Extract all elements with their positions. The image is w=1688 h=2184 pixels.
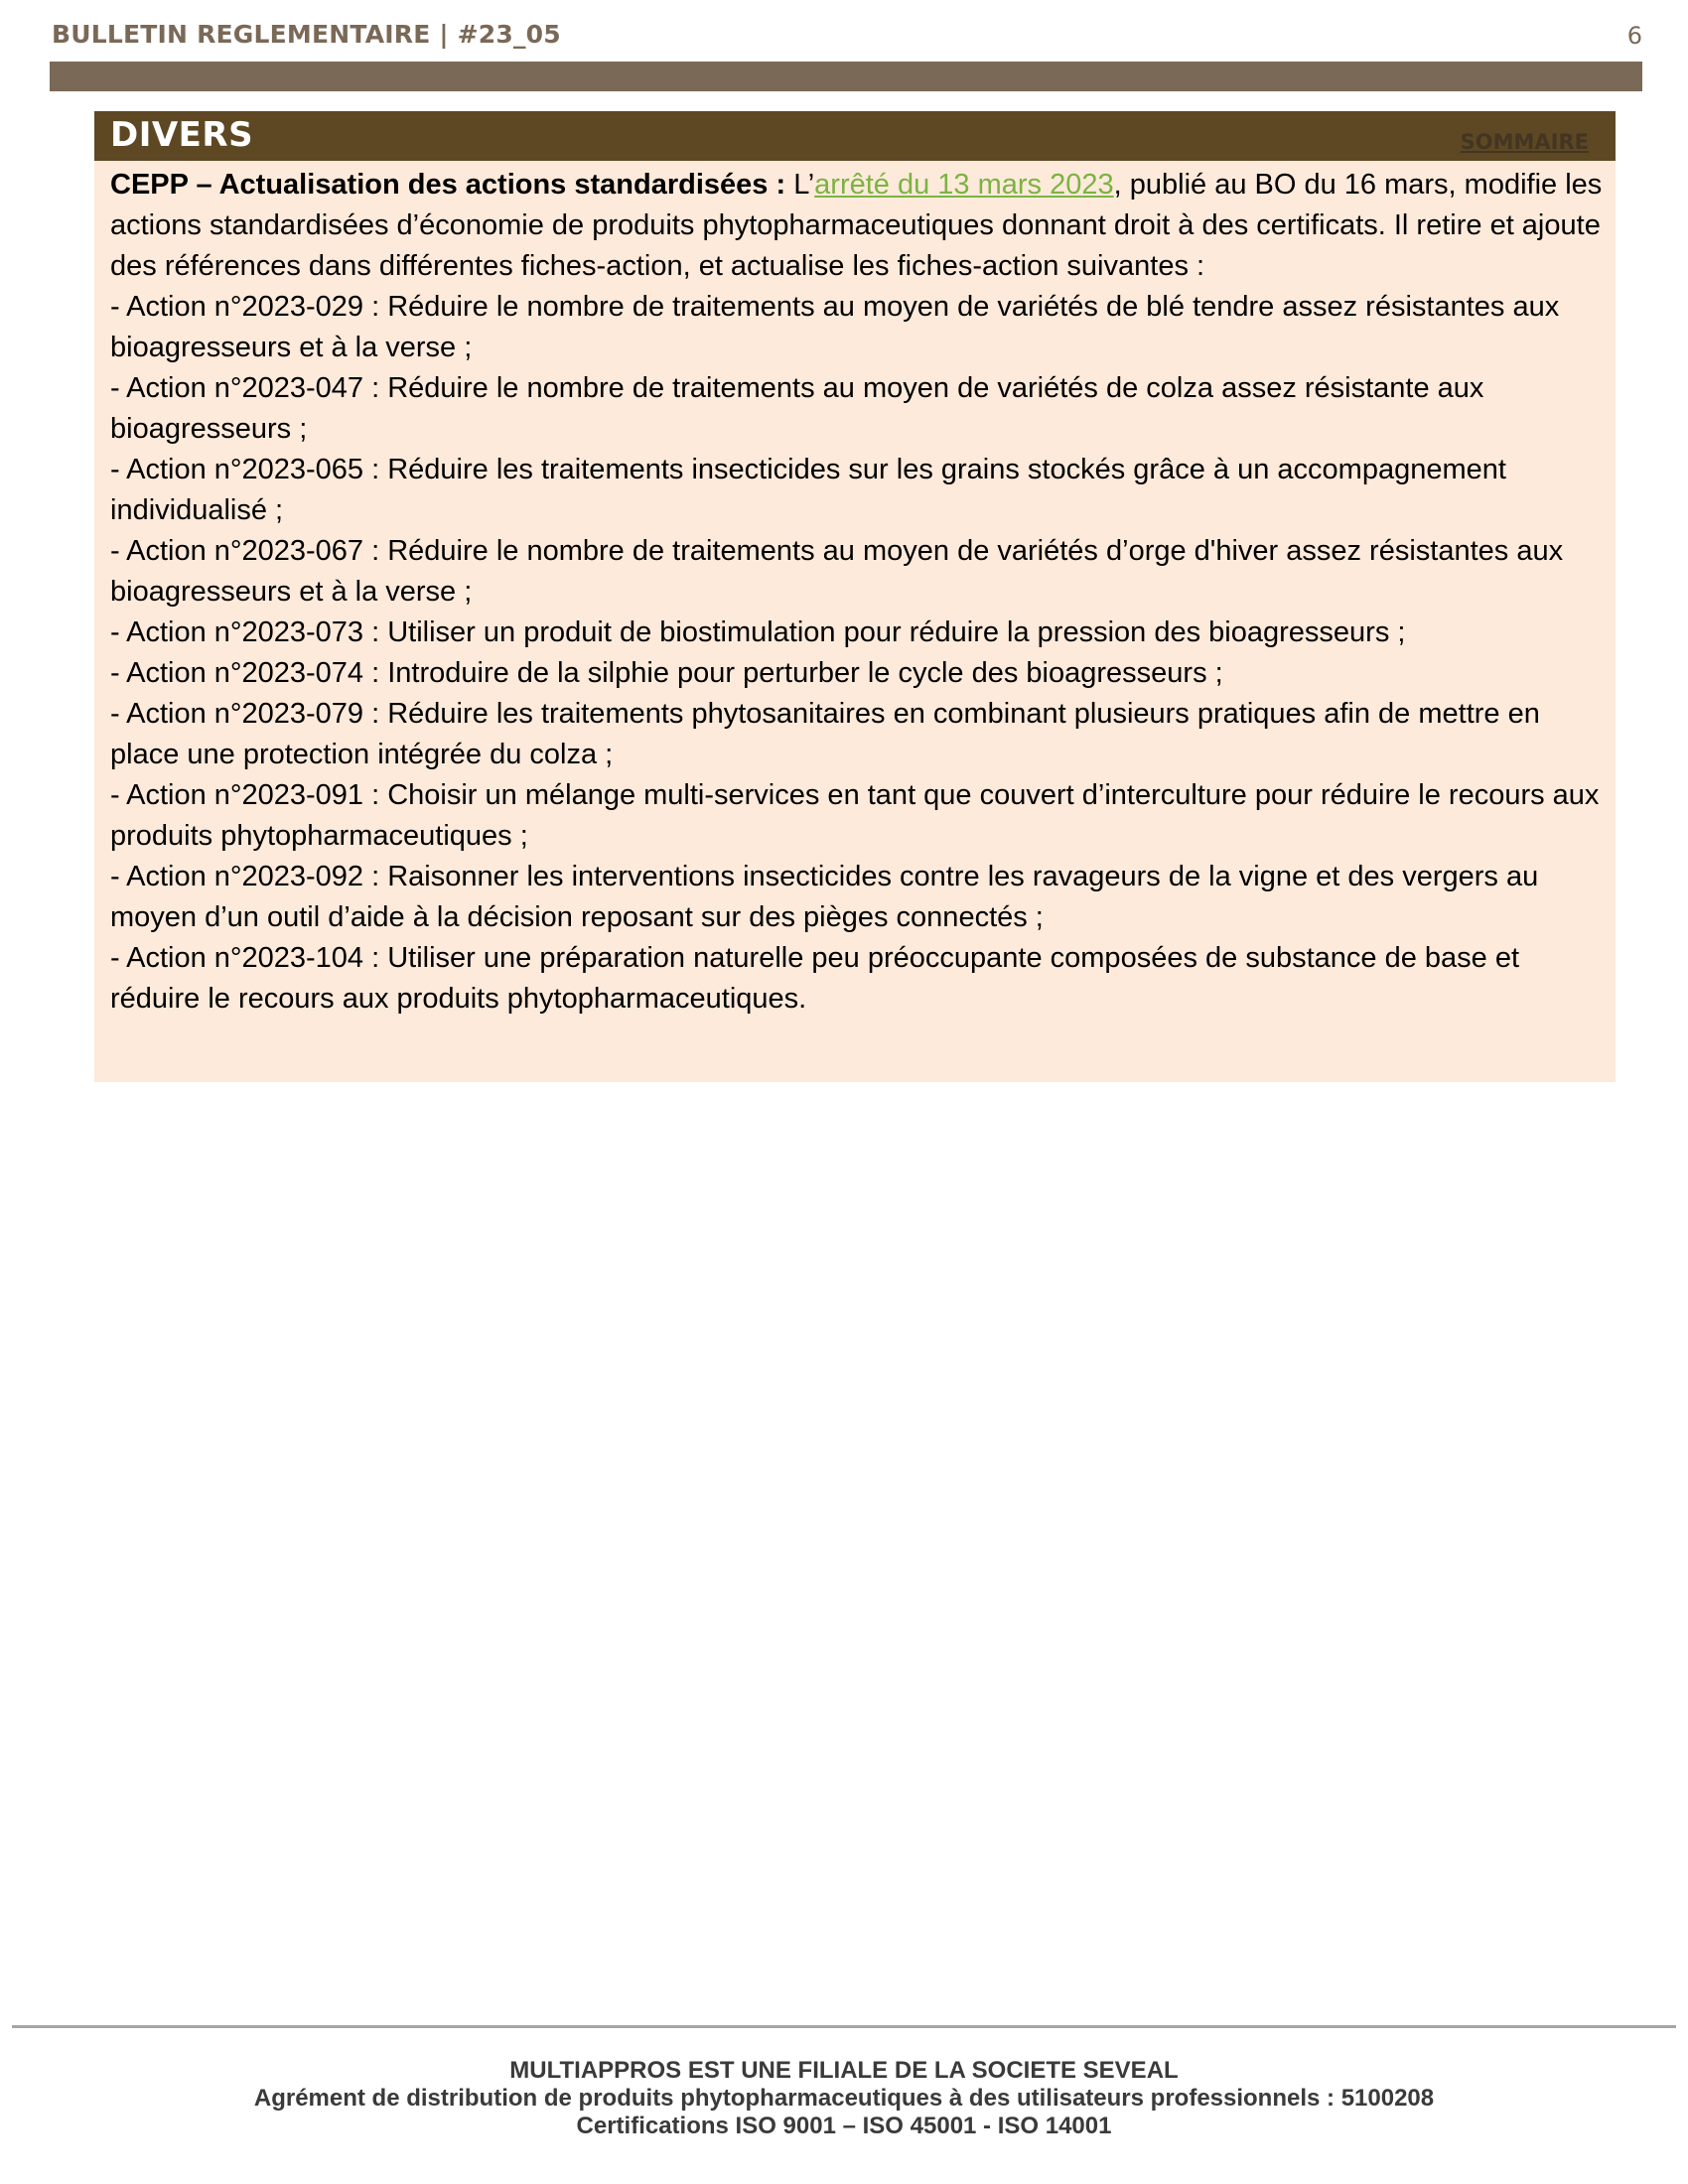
action-item: - Action n°2023-092 : Raisonner les interventions insecticides contre les ravageurs de la vigne et des vergers au moyen d’un outil d’aide à la décision reposant sur des pièges connectés ;: [110, 861, 1539, 933]
section-header: [94, 111, 1616, 161]
footer-line-3: Certifications ISO 9001 – ISO 45001 - ISO 14001: [576, 2113, 1112, 2139]
footer-line-2: Agrément de distribution de produits phytopharmaceutiques à des utilisateurs professionnels : 5100208: [253, 2085, 1435, 2112]
action-item: - Action n°2023-073 : Utiliser un produit de biostimulation pour réduire la pression des bioagresseurs ;: [110, 616, 1406, 648]
section-title: DIVERS: [110, 115, 254, 155]
action-item: - Action n°2023-065 : Réduire les traitements insecticides sur les grains stockés grâce à un accompagnement individualisé ;: [110, 454, 1506, 526]
action-item: - Action n°2023-029 : Réduire le nombre de traitements au moyen de variétés de blé tendre assez résistantes aux bioagresseurs et à la verse ;: [110, 291, 1560, 363]
header-bar: [50, 62, 1642, 91]
lead-prefix: L’: [785, 169, 815, 201]
lead-bold: CEPP – Actualisation des actions standardisées :: [110, 169, 786, 201]
action-item: - Action n°2023-104 : Utiliser une préparation naturelle peu préoccupante composées de substance de base et réduire le recours aux produits phytopharmaceutiques.: [110, 942, 1520, 1015]
lead-paragraph: [110, 165, 1606, 287]
footer: [0, 2057, 1688, 2140]
action-item: - Action n°2023-091 : Choisir un mélange multi-services en tant que couvert d’interculture pour réduire le recours aux produits phytopharmaceutiques ;: [110, 779, 1600, 852]
section-body: [110, 165, 1606, 1020]
action-item: - Action n°2023-074 : Introduire de la silphie pour perturber le cycle des bioagresseurs ;: [110, 657, 1223, 689]
lead-rest: , publié au BO du 16 mars, modifie les actions standardisées d’économie de produits phytopharmaceutiques donnant droit à des certificats. Il retire et ajoute des références dans différentes fiches-action, et actualise les fiches-action suivantes :: [110, 169, 1603, 282]
arrete-link[interactable]: arrêté du 13 mars 2023: [814, 169, 1114, 201]
bulletin-title: BULLETIN REGLEMENTAIRE | #23_05: [52, 20, 561, 49]
divers-section: [94, 111, 1616, 1082]
footer-divider: [12, 2025, 1676, 2028]
footer-line-1: MULTIAPPROS EST UNE FILIALE DE LA SOCIETE SEVEAL: [509, 2057, 1179, 2084]
page-number: 6: [1626, 22, 1642, 50]
action-item: - Action n°2023-047 : Réduire le nombre de traitements au moyen de variétés de colza assez résistante aux bioagresseurs ;: [110, 372, 1484, 445]
sommaire-link[interactable]: SOMMAIRE: [1460, 130, 1589, 154]
action-item: - Action n°2023-079 : Réduire les traitements phytosanitaires en combinant plusieurs pratiques afin de mettre en place une protection intégrée du colza ;: [110, 698, 1540, 770]
action-item: - Action n°2023-067 : Réduire le nombre de traitements au moyen de variétés d’orge d'hiver assez résistantes aux bioagresseurs et à la verse ;: [110, 535, 1564, 608]
